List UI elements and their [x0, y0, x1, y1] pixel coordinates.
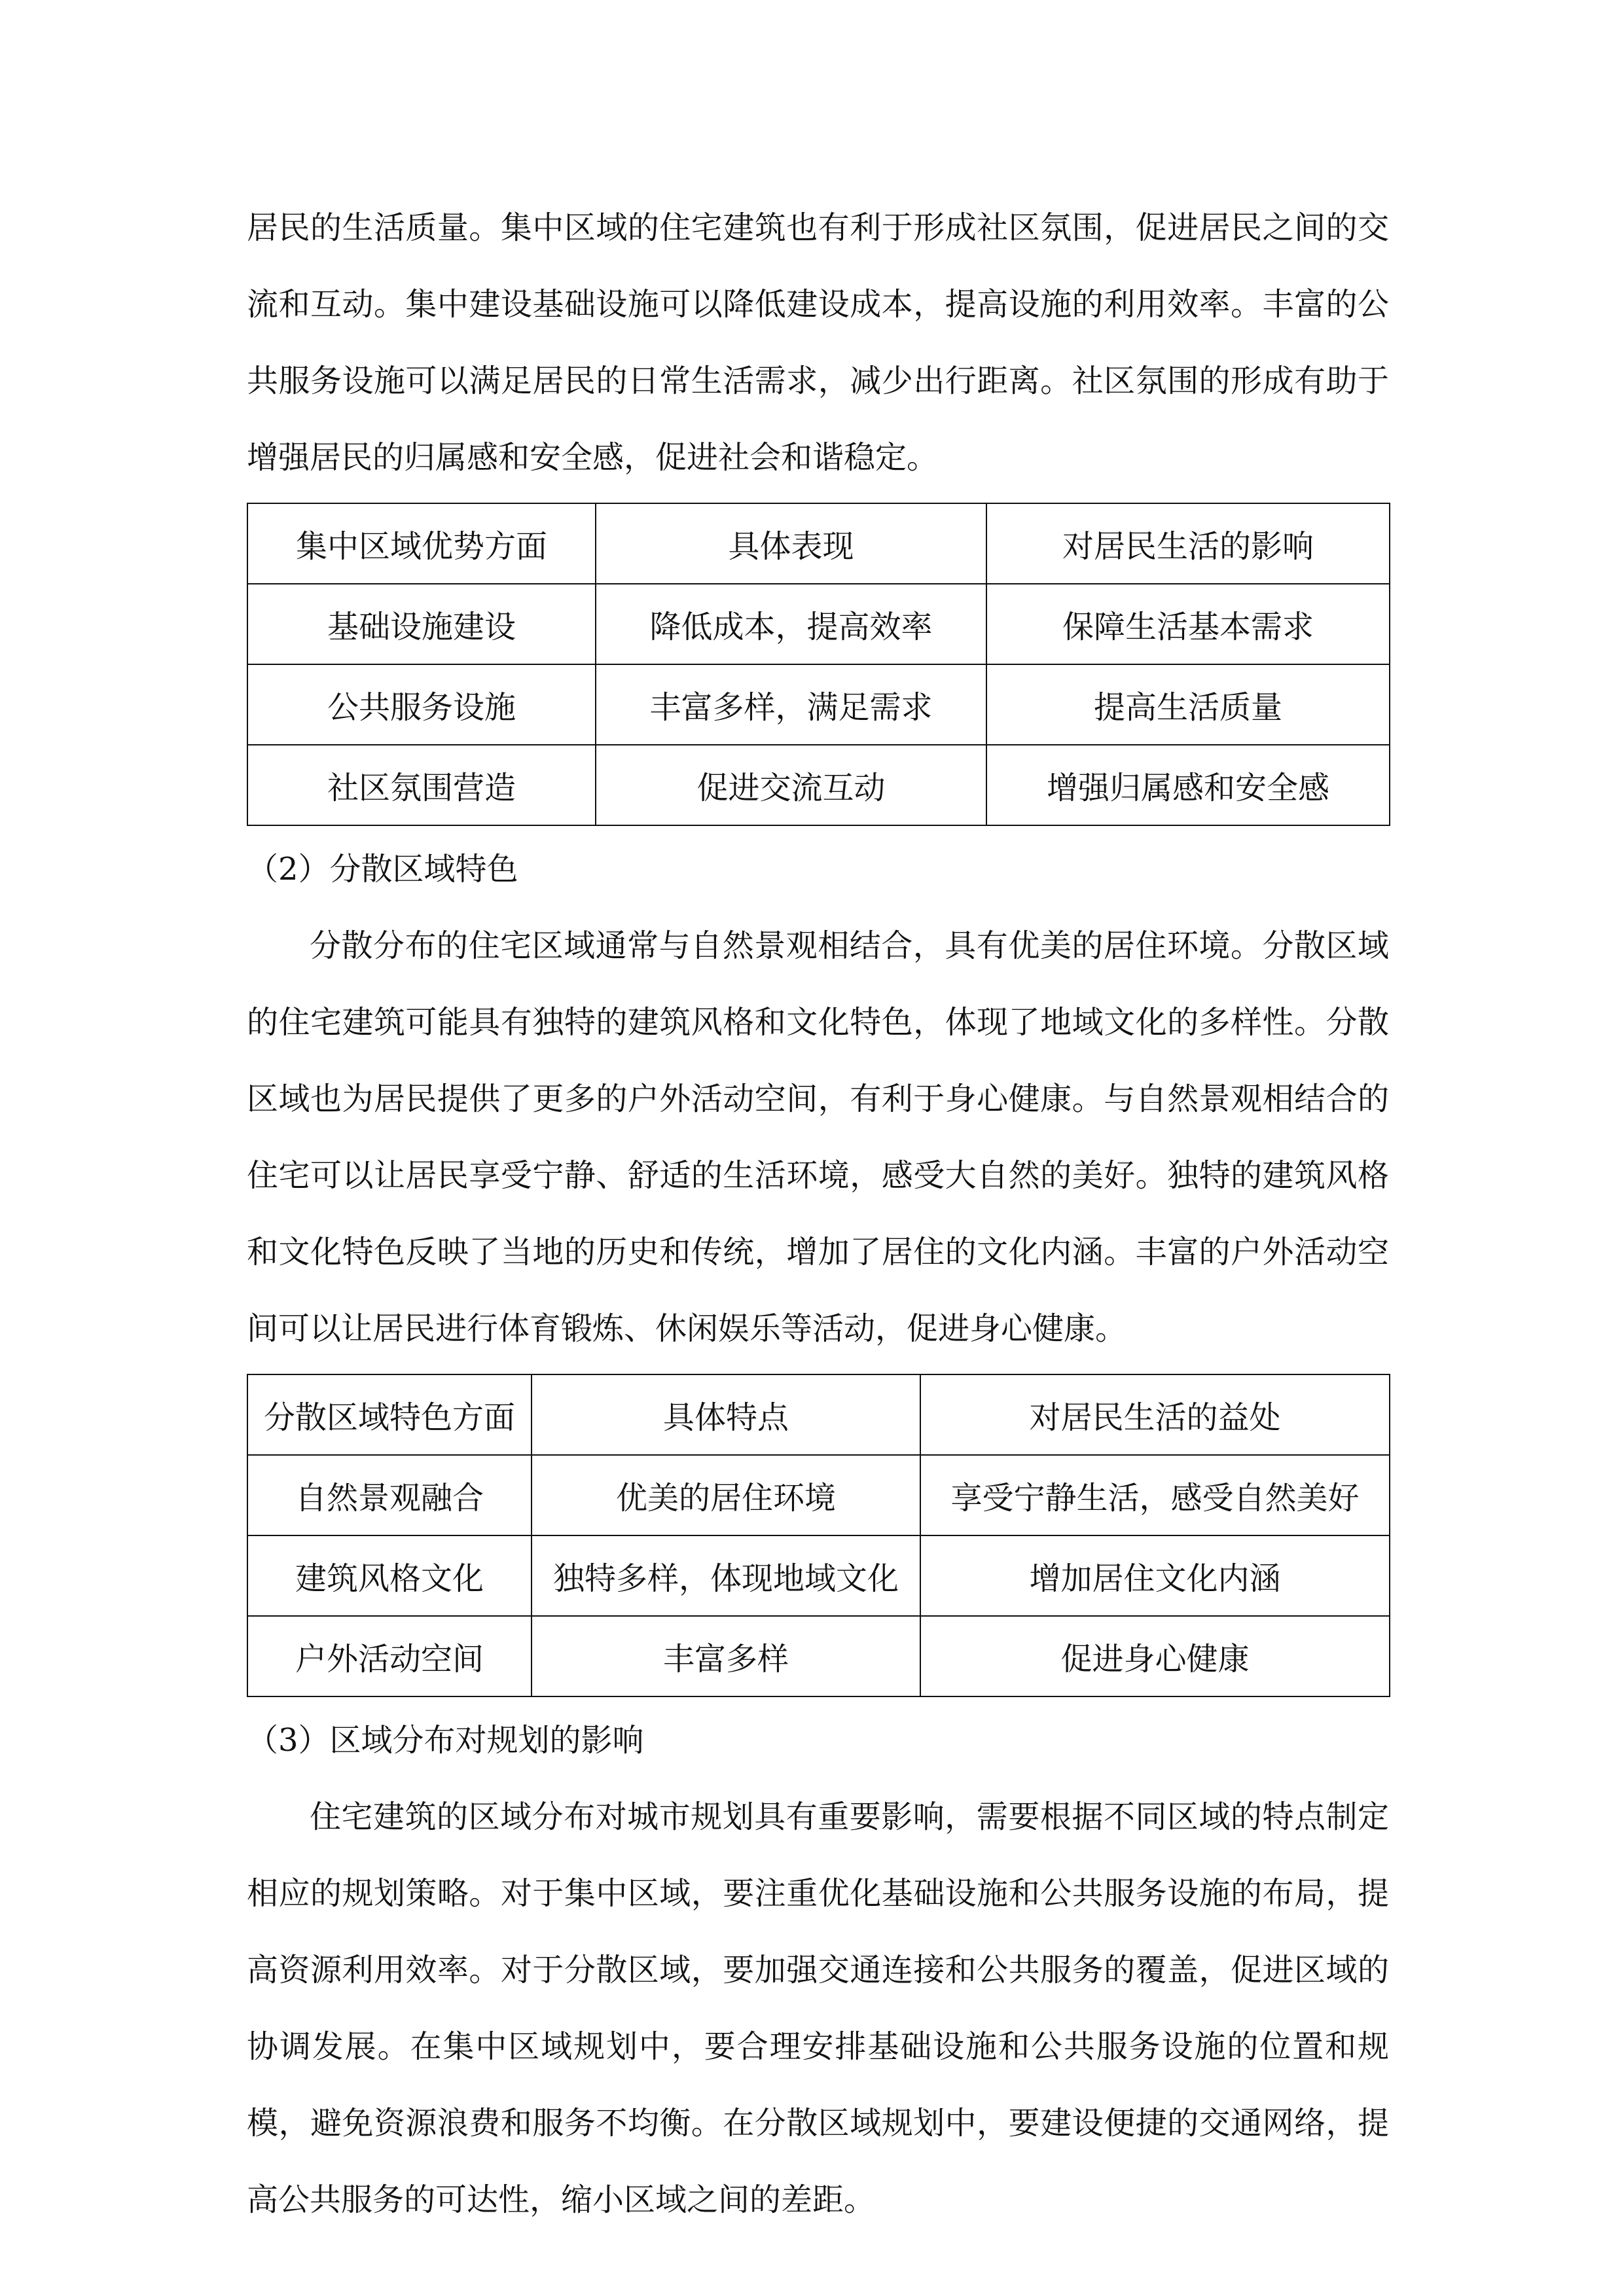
- table-cell: 建筑风格文化: [247, 1535, 532, 1616]
- table-row: [247, 584, 1390, 664]
- table-row: [247, 1535, 1390, 1616]
- table-row: [247, 1616, 1390, 1696]
- table-cell: 户外活动空间: [247, 1616, 532, 1696]
- section3-heading: （3）区域分布对规划的影响: [247, 1722, 644, 1759]
- table-header-cell: 集中区域优势方面: [247, 503, 596, 584]
- table-cell: 保障生活基本需求: [986, 584, 1390, 664]
- table-row: [247, 745, 1390, 825]
- table-cell: 独特多样，体现地域文化: [532, 1535, 920, 1616]
- table-header-cell: 对居民生活的影响: [986, 503, 1390, 584]
- intro-paragraph: 居民的生活质量。集中区域的住宅建筑也有利于形成社区氛围，促进居民之间的交流和互动。集中建设基础设施可以降低建设成本，提高设施的利用效率。丰富的公共服务设施可以满足居民的日常生活需求，减少出行距离。社区氛围的形成有助于增强居民的归属感和安全感，促进社会和谐稳定。: [247, 209, 1389, 476]
- table-header-row: [247, 503, 1390, 584]
- table-cell: 促进身心健康: [920, 1616, 1390, 1696]
- table-cell: 社区氛围营造: [247, 745, 596, 825]
- table-cell: 优美的居住环境: [532, 1455, 920, 1535]
- dispersed-area-table: [247, 1374, 1390, 1697]
- section2-paragraph: 分散分布的住宅区域通常与自然景观相结合，具有优美的居住环境。分散区域的住宅建筑可能具有独特的建筑风格和文化特色，体现了地域文化的多样性。分散区域也为居民提供了更多的户外活动空间，有利于身心健康。与自然景观相结合的住宅可以让居民享受宁静、舒适的生活环境，感受大自然的美好。独特的建筑风格和文化特色反映了当地的历史和传统，增加了居住的文化内涵。丰富的户外活动空间可以让居民进行体育锻炼、休闲娱乐等活动，促进身心健康。: [247, 927, 1389, 1347]
- table-row: [247, 664, 1390, 745]
- section2-heading: （2）分散区域特色: [247, 851, 518, 888]
- table-header-row: [247, 1374, 1390, 1455]
- table-header-cell: 具体表现: [596, 503, 986, 584]
- table-cell: 自然景观融合: [247, 1455, 532, 1535]
- table-header-cell: 分散区域特色方面: [247, 1374, 532, 1455]
- table-cell: 丰富多样: [532, 1616, 920, 1696]
- table-cell: 丰富多样，满足需求: [596, 664, 986, 745]
- table-header-cell: 具体特点: [532, 1374, 920, 1455]
- table-cell: 提高生活质量: [986, 664, 1390, 745]
- table-cell: 增加居住文化内涵: [920, 1535, 1390, 1616]
- table-cell: 公共服务设施: [247, 664, 596, 745]
- table-cell: 享受宁静生活，感受自然美好: [920, 1455, 1390, 1535]
- table-row: [247, 1455, 1390, 1535]
- table-header-cell: 对居民生活的益处: [920, 1374, 1390, 1455]
- document-page: [247, 190, 1389, 2238]
- table-cell: 增强归属感和安全感: [986, 745, 1390, 825]
- concentrated-area-table: [247, 503, 1390, 826]
- table-cell: 降低成本，提高效率: [596, 584, 986, 664]
- section3-paragraph: 住宅建筑的区域分布对城市规划具有重要影响，需要根据不同区域的特点制定相应的规划策略。对于集中区域，要注重优化基础设施和公共服务设施的布局，提高资源利用效率。对于分散区域，要加强交通连接和公共服务的覆盖，促进区域的协调发展。在集中区域规划中，要合理安排基础设施和公共服务设施的位置和规模，避免资源浪费和服务不均衡。在分散区域规划中，要建设便捷的交通网络，提高公共服务的可达性，缩小区域之间的差距。: [247, 1799, 1389, 2218]
- table-cell: 促进交流互动: [596, 745, 986, 825]
- table-cell: 基础设施建设: [247, 584, 596, 664]
